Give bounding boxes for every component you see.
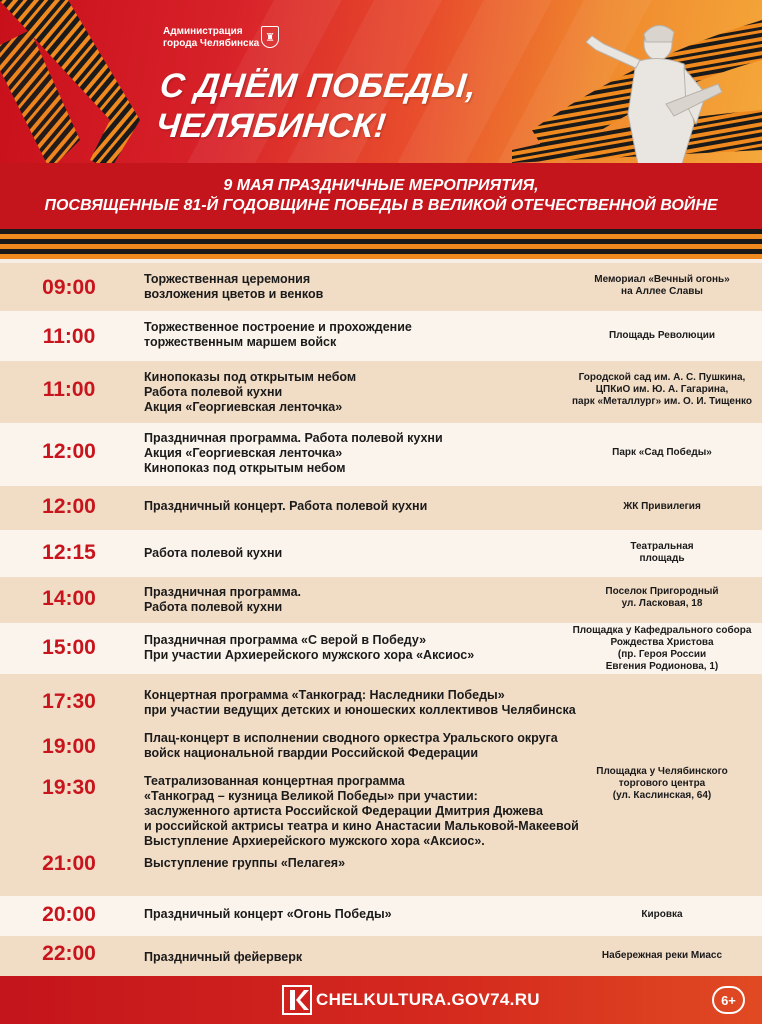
event-time: 14:00 bbox=[42, 587, 96, 610]
event-place-line: ЖК Привилегия bbox=[623, 501, 701, 512]
event-description-line: Выступление Архиерейского мужского хора «Аксиос». bbox=[144, 834, 485, 848]
event-place bbox=[562, 950, 762, 962]
event-description-line: Праздничный фейерверк bbox=[144, 950, 303, 964]
event-description-line: Кинопоказ под открытым небом bbox=[144, 461, 346, 475]
subtitle-band bbox=[0, 163, 762, 229]
event-place-line: ЦПКиО им. Ю. А. Гагарина, bbox=[595, 384, 729, 395]
event-description bbox=[144, 731, 574, 761]
event-time: 19:30 bbox=[42, 776, 96, 799]
subtitle-line2: ПОСВЯЩЕННЫЕ 81-Й ГОДОВЩИНЕ ПОБЕДЫ В ВЕЛИКОЙ ОТЕЧЕСТВЕННОЙ ВОЙНЕ bbox=[44, 197, 718, 214]
event-description-line: Торжественное построение и прохождение bbox=[144, 320, 412, 334]
event-description-line: Работа полевой кухни bbox=[144, 600, 283, 614]
event-time: 20:00 bbox=[42, 903, 96, 926]
event-place-line: парк «Металлург» им. О. И. Тищенко bbox=[572, 396, 752, 407]
event-time: 12:15 bbox=[42, 541, 96, 564]
event-description bbox=[144, 272, 574, 302]
schedule-row bbox=[0, 486, 762, 530]
schedule-row bbox=[0, 530, 762, 577]
event-place bbox=[562, 541, 762, 565]
event-description-line: торжественным маршем войск bbox=[144, 335, 337, 349]
schedule-row bbox=[0, 311, 762, 361]
schedule-row bbox=[0, 361, 762, 423]
schedule-row bbox=[0, 263, 762, 311]
event-description-line: Выступление группы «Пелагея» bbox=[144, 856, 346, 870]
event-time: 15:00 bbox=[42, 636, 96, 659]
event-description-line: Торжественная церемония bbox=[144, 272, 311, 286]
schedule-row bbox=[0, 936, 762, 976]
event-place-line: Парк «Сад Победы» bbox=[612, 447, 712, 458]
st-george-stripes bbox=[0, 229, 762, 259]
event-description-line: Театрализованная концертная программа bbox=[144, 774, 405, 788]
event-time: 12:00 bbox=[42, 440, 96, 463]
event-place-line: Кировка bbox=[641, 909, 683, 920]
event-place-line: (ул. Каслинская, 64) bbox=[612, 790, 712, 801]
event-description bbox=[144, 546, 574, 561]
event-description-line: Работа полевой кухни bbox=[144, 385, 283, 399]
event-time: 19:00 bbox=[42, 735, 96, 758]
administration-label: Администрация города Челябинска bbox=[163, 26, 260, 49]
event-place bbox=[562, 447, 762, 459]
event-time: 12:00 bbox=[42, 495, 96, 518]
schedule-row bbox=[0, 848, 762, 896]
event-place-line: Театральная bbox=[630, 541, 694, 552]
schedule-row bbox=[0, 674, 762, 728]
event-description bbox=[144, 856, 574, 871]
event-time: 21:00 bbox=[42, 852, 96, 875]
schedule-row bbox=[0, 766, 762, 848]
event-description bbox=[144, 907, 574, 922]
event-description bbox=[144, 774, 579, 849]
event-description-line: Акция «Георгиевская ленточка» bbox=[144, 446, 343, 460]
event-place bbox=[562, 909, 762, 921]
event-time: 09:00 bbox=[42, 276, 96, 299]
event-place-line: на Аллее Славы bbox=[621, 286, 703, 297]
event-place-line: Площадь Революции bbox=[608, 330, 716, 341]
event-place-line: Городской сад им. А. С. Пушкина, bbox=[578, 372, 746, 383]
event-place-line: (пр. Героя России bbox=[617, 649, 707, 660]
event-description-line: при участии ведущих детских и юношеских коллективов Челябинска bbox=[144, 703, 576, 717]
schedule-row bbox=[0, 623, 762, 674]
event-description-line: Акция «Георгиевская ленточка» bbox=[144, 400, 343, 414]
event-place-line: торгового центра bbox=[618, 778, 706, 789]
schedule-row bbox=[0, 423, 762, 486]
event-description-line: Праздничная программа. bbox=[144, 585, 302, 599]
event-place bbox=[562, 501, 762, 513]
chelkultura-logo-icon bbox=[282, 985, 312, 1015]
event-time: 22:00 bbox=[42, 942, 96, 965]
event-description-line: «Танкоград – кузница Великой Победы» при участии: bbox=[144, 789, 478, 803]
hero-title: С ДНЁМ ПОБЕДЫ, ЧЕЛЯБИНСК! bbox=[153, 67, 479, 145]
event-description-line: Концертная программа «Танкоград: Наследники Победы» bbox=[144, 688, 505, 702]
event-time: 11:00 bbox=[42, 378, 96, 401]
event-description-line: Праздничный концерт «Огонь Победы» bbox=[144, 907, 392, 921]
event-description bbox=[144, 499, 574, 514]
event-description-line: Праздничный концерт. Работа полевой кухни bbox=[144, 499, 428, 513]
event-description bbox=[144, 320, 574, 350]
event-place-line: Поселок Пригородный bbox=[605, 586, 719, 597]
event-place bbox=[562, 274, 762, 298]
event-place-line: площадь bbox=[639, 553, 685, 564]
event-place bbox=[562, 586, 762, 610]
st-george-ribbon-left bbox=[0, 0, 160, 163]
event-description-line: При участии Архиерейского мужского хора «Аксиос» bbox=[144, 648, 475, 662]
event-place-line: Площадка у Челябинского bbox=[596, 766, 728, 777]
event-place bbox=[562, 625, 762, 673]
event-place-line: Набережная реки Миасс bbox=[601, 950, 723, 961]
event-place-line: Мемориал «Вечный огонь» bbox=[594, 274, 730, 285]
schedule-row bbox=[0, 577, 762, 623]
event-place-line: ул. Ласковая, 18 bbox=[621, 598, 703, 609]
age-rating-badge: 6+ bbox=[712, 986, 745, 1014]
event-place-line: Площадка у Кафедрального собора bbox=[572, 625, 752, 636]
event-description bbox=[144, 950, 574, 965]
header-banner bbox=[0, 0, 762, 163]
event-description-line: Праздничная программа «С верой в Победу» bbox=[144, 633, 427, 647]
event-description bbox=[144, 370, 574, 415]
event-place bbox=[562, 766, 762, 802]
event-description-line: Кинопоказы под открытым небом bbox=[144, 370, 357, 384]
event-description-line: Плац-концерт в исполнении сводного оркестра Уральского округа bbox=[144, 731, 558, 745]
event-place bbox=[562, 372, 762, 408]
event-place-line: Евгения Родионова, 1) bbox=[605, 661, 719, 672]
schedule-row bbox=[0, 896, 762, 936]
event-description-line: заслуженного артиста Российской Федерации Дмитрия Дюжева bbox=[144, 804, 543, 818]
city-crest-icon: ♜ bbox=[261, 26, 279, 48]
event-description bbox=[144, 431, 574, 476]
website-link[interactable]: CHELKULTURA.GOV74.RU bbox=[316, 990, 540, 1009]
warrior-statue-icon bbox=[566, 14, 726, 163]
event-description-line: Праздничная программа. Работа полевой кухни bbox=[144, 431, 443, 445]
event-time: 11:00 bbox=[42, 325, 96, 348]
event-description-line: войск национальной гвардии Российской Федерации bbox=[144, 746, 479, 760]
event-description-line: Работа полевой кухни bbox=[144, 546, 283, 560]
event-time: 17:30 bbox=[42, 690, 96, 713]
event-description bbox=[144, 633, 574, 663]
footer-bar bbox=[0, 976, 762, 1024]
event-place-line: Рождества Христова bbox=[610, 637, 714, 648]
subtitle-line1: 9 МАЯ ПРАЗДНИЧНЫЕ МЕРОПРИЯТИЯ, bbox=[223, 177, 539, 194]
event-place bbox=[562, 330, 762, 342]
event-description-line: и российской актрисы театра и кино Анастасии Мальковой-Макеевой bbox=[144, 819, 579, 833]
event-description bbox=[144, 688, 574, 718]
event-description-line: возложения цветов и венков bbox=[144, 287, 324, 301]
event-description bbox=[144, 585, 574, 615]
